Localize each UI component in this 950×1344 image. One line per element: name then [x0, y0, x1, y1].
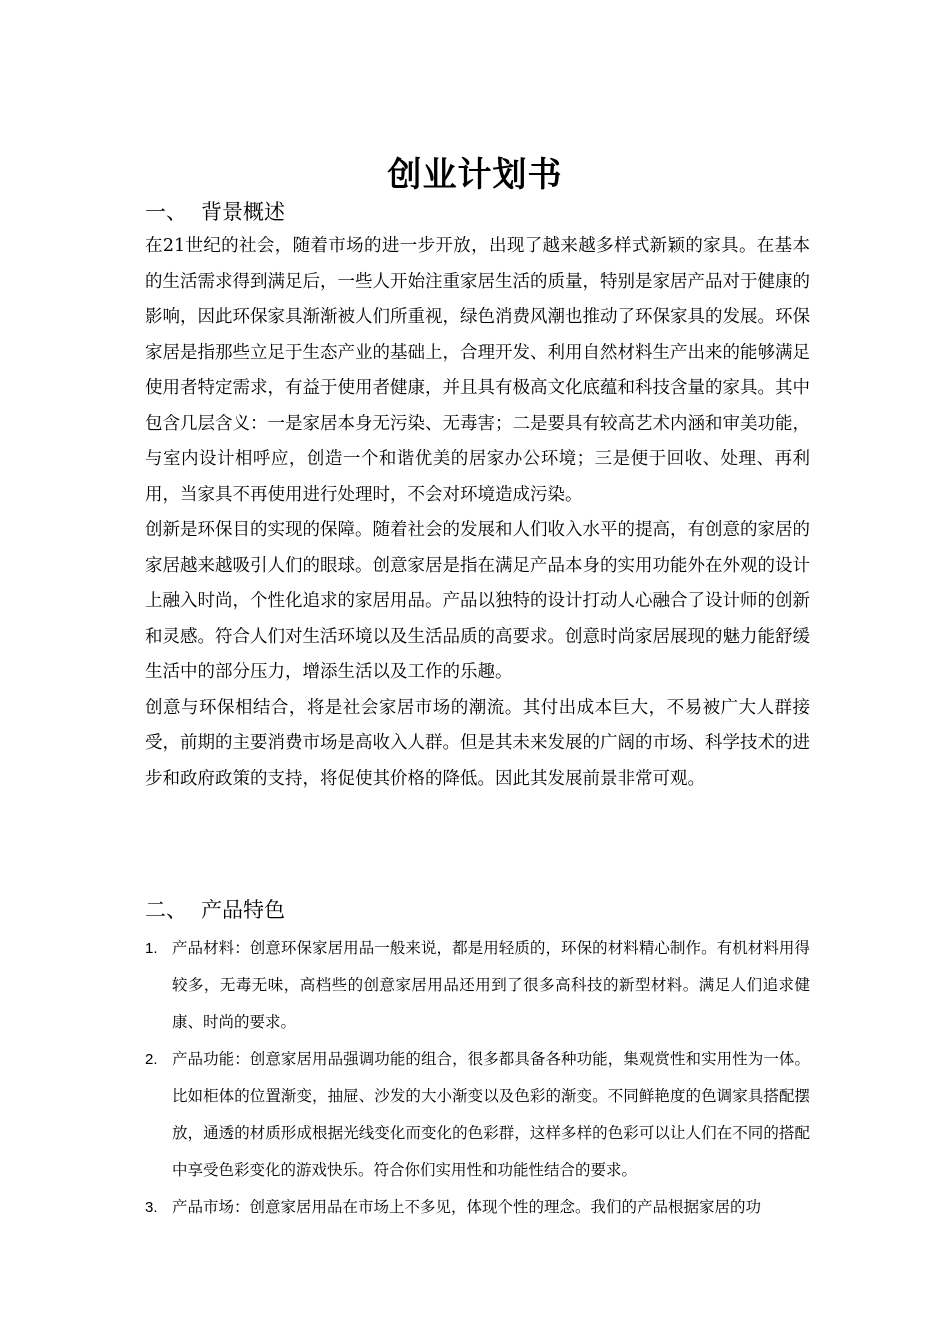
- background-body: [145, 229, 810, 797]
- list-marker: 3.: [145, 1199, 158, 1216]
- list-item-text: 产品功能：创意家居用品强调功能的组合，很多都具备各种功能，集观赏性和实用性为一体。比如柜体的位置渐变，抽屉、沙发的大小渐变以及色彩的渐变。不同鲜艳度的色调家具搭配摆放，通透的材质形成根据光线变化而变化的色彩群，这样多样的色彩可以让人们在不同的搭配中享受色彩变化的游戏快乐。符合你们实用性和功能性结合的要求。: [172, 1050, 810, 1179]
- list-item: [145, 930, 810, 1041]
- section-title: 背景概述: [201, 200, 285, 224]
- section-heading-features: [145, 895, 285, 925]
- section-heading-background: [145, 197, 285, 227]
- paragraph: 创意与环保相结合，将是社会家居市场的潮流。其付出成本巨大，不易被广大人群接受，前期的主要消费市场是高收入人群。但是其未来发展的广阔的市场、科学技术的进步和政府政策的支持，将促使其价格的降低。因此其发展前景非常可观。: [145, 697, 810, 789]
- paragraph: 创新是环保目的实现的保障。随着社会的发展和人们收入水平的提高，有创意的家居的家居越来越吸引人们的眼球。创意家居是指在满足产品本身的实用功能外在外观的设计上融入时尚，个性化追求的家居用品。产品以独特的设计打动人心融合了设计师的创新和灵感。符合人们对生活环境以及生活品质的高要求。创意时尚家居展现的魅力能舒缓生活中的部分压力，增添生活以及工作的乐趣。: [145, 520, 810, 682]
- list-item-text: 产品材料：创意环保家居用品一般来说，都是用轻质的，环保的材料精心制作。有机材料用得较多，无毒无味，高档些的创意家居用品还用到了很多高科技的新型材料。满足人们追求健康、时尚的要求。: [172, 939, 810, 1031]
- list-marker: 2.: [145, 1051, 158, 1068]
- section-number: 一、: [145, 200, 187, 224]
- section-number: 二、: [145, 898, 187, 922]
- feature-list: [145, 930, 810, 1226]
- paragraph: 在21世纪的社会，随着市场的进一步开放，出现了越来越多样式新颖的家具。在基本的生活需求得到满足后，一些人开始注重家居生活的质量，特别是家居产品对于健康的影响，因此环保家具渐渐被人们所重视，绿色消费风潮也推动了环保家具的发展。环保家居是指那些立足于生态产业的基础上，合理开发、利用自然材料生产出来的能够满足使用者特定需求，有益于使用者健康，并且具有极高文化底蕴和科技含量的家具。其中包含几层含义：一是家居本身无污染、无毒害；二是要具有较高艺术内涵和审美功能，与室内设计相呼应，创造一个和谐优美的居家办公环境；三是便于回收、处理、再利用，当家具不再使用进行处理时，不会对环境造成污染。: [145, 236, 810, 505]
- list-item: [145, 1041, 810, 1189]
- list-item: [145, 1189, 810, 1226]
- section-title: 产品特色: [201, 898, 285, 922]
- list-item-text: 产品市场：创意家居用品在市场上不多见，体现个性的理念。我们的产品根据家居的功: [172, 1198, 762, 1216]
- document-title: 创业计划书: [387, 155, 563, 195]
- list-marker: 1.: [145, 940, 158, 957]
